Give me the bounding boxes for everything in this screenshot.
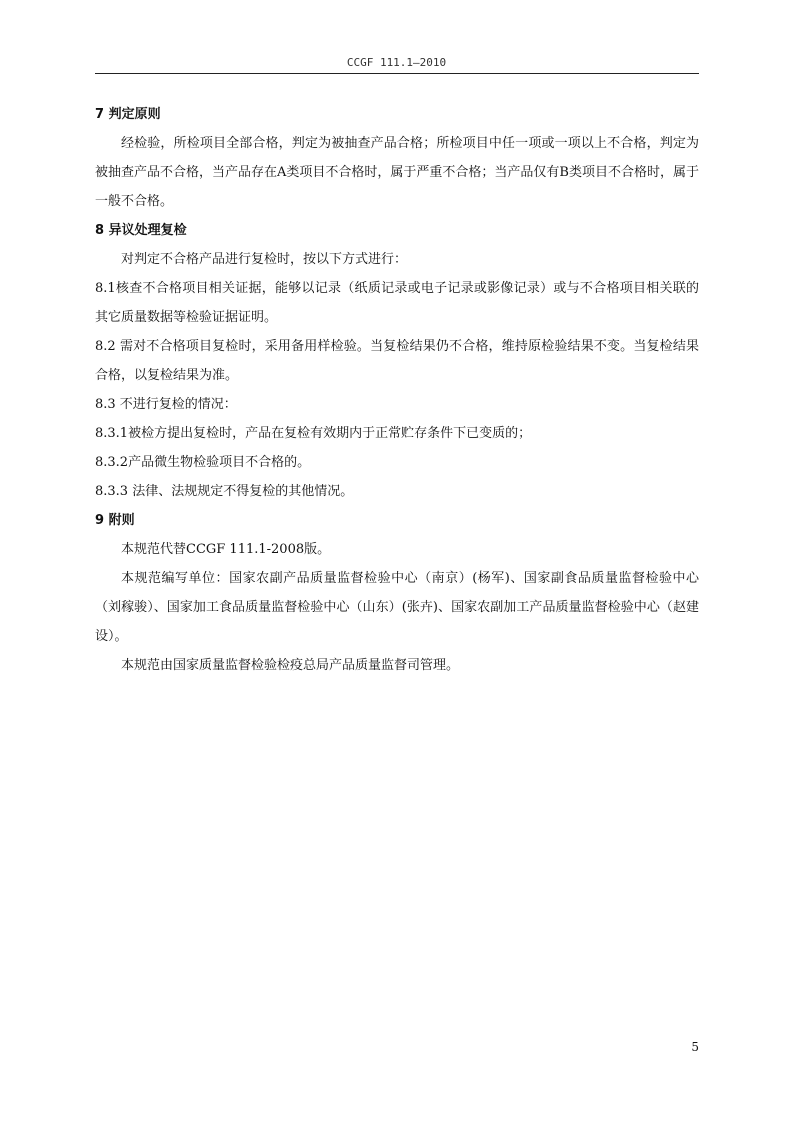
clause-8-3-2: 8.3.2产品微生物检验项目不合格的。 (95, 455, 311, 470)
section-9-paragraph-3: 本规范由国家质量监督检验检疫总局产品质量监督司管理。 (121, 658, 460, 673)
clause-8-3-1: 8.3.1被检方提出复检时，产品在复检有效期内于正常贮存条件下已变质的； (95, 426, 532, 441)
clause-8-3-3: 8.3.3 法律、法规规定不得复检的其他情况。 (95, 484, 354, 499)
clause-8-1: 8.1核查不合格项目相关证据，能够以记录（纸质记录或电子记录或影像记录）或与不合格项目相关联的其它质量数据等检验证据证明。 (95, 281, 699, 325)
document-body (95, 100, 699, 680)
clause-8-2: 8.2 需对不合格项目复检时，采用备用样检验。当复检结果仍不合格，维持原检验结果不变。当复检结果合格，以复检结果为准。 (95, 339, 699, 383)
clause-8-3: 8.3 不进行复检的情况： (95, 397, 237, 412)
section-8-heading: 8 异议处理复检 (95, 223, 187, 238)
section-7-paragraph: 经检验，所检项目全部合格，判定为被抽查产品合格；所检项目中任一项或一项以上不合格，判定为被抽查产品不合格，当产品存在A类项目不合格时，属于严重不合格；当产品仅有B类项目不合格时，属于一般不合格。 (95, 136, 699, 209)
section-9-paragraph-1: 本规范代替CCGF 111.1-2008版。 (121, 542, 331, 557)
page-number: 5 (691, 1040, 699, 1054)
section-8-intro: 对判定不合格产品进行复检时，按以下方式进行： (121, 252, 408, 267)
section-7-heading: 7 判定原则 (95, 107, 161, 122)
header-divider (95, 73, 699, 74)
section-9-heading: 9 附则 (95, 513, 135, 528)
section-9-paragraph-2: 本规范编写单位：国家农副产品质量监督检验中心（南京）(杨军)、国家副食品质量监督检验中心（刘稼骏）、国家加工食品质量监督检验中心（山东）(张卉)、国家农副加工产品质量监督检验中心（赵建设）。 (95, 571, 699, 644)
running-header: CCGF 111.1—2010 (346, 56, 447, 69)
